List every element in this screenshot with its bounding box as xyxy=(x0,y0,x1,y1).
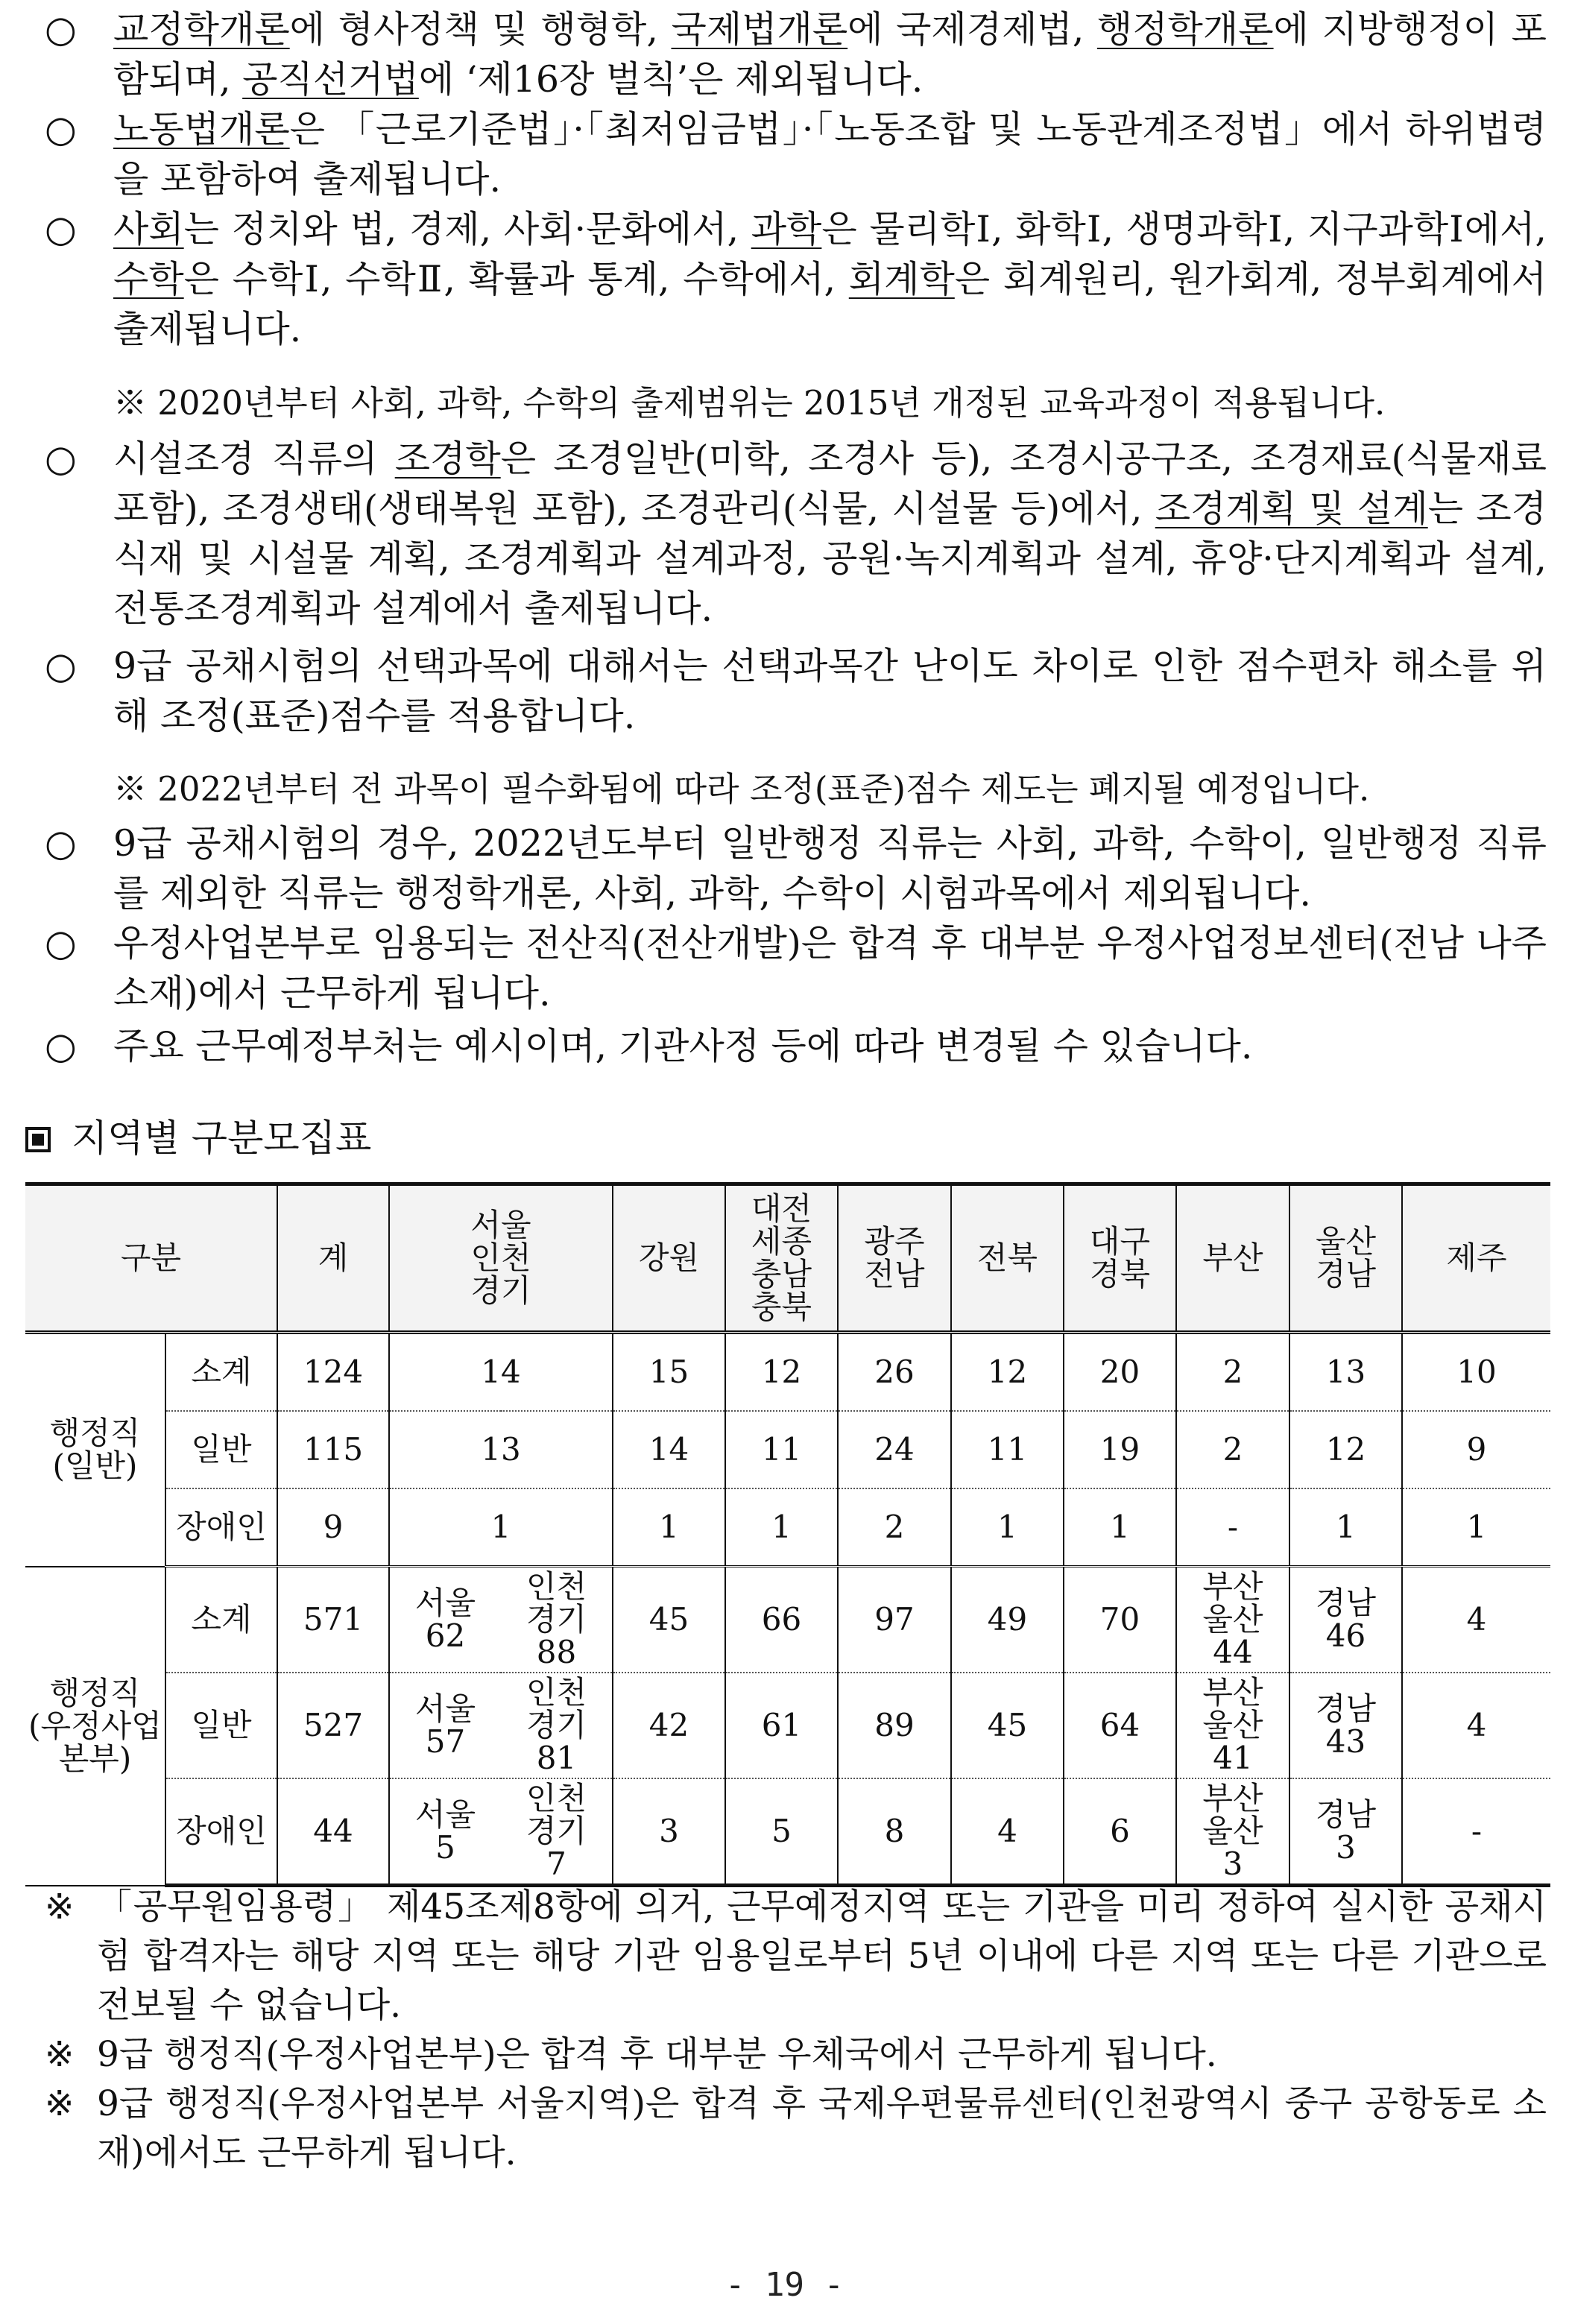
header-jeonbuk: 전북 xyxy=(951,1184,1064,1333)
cell-daejeon: 61 xyxy=(725,1673,838,1778)
cell-jeonbuk: 49 xyxy=(951,1567,1064,1673)
text-run: 은 「근로기준법」·「최저임금법」·「노동조합 및 노동관계조정법」에서 하위법령을 포함하여 출제됩니다. xyxy=(113,108,1547,200)
header-ulsan-gyeongnam: 울산 경남 xyxy=(1289,1184,1402,1333)
cell-daejeon: 12 xyxy=(725,1333,838,1412)
header-gangwon: 강원 xyxy=(613,1184,725,1333)
circle-bullet-icon: ○ xyxy=(45,822,77,865)
cell-gangwon: 15 xyxy=(613,1333,725,1412)
footnote-text: 9급 행정직(우정사업본부 서울지역)은 합격 후 국제우편물류센터(인천광역시 중구 공항동로 소재)에서도 근무하게 됩니다. xyxy=(97,2083,1547,2173)
header-seoul-incheon-gyeonggi: 서울 인천 경기 xyxy=(389,1184,613,1333)
cell-gangwon: 3 xyxy=(613,1778,725,1886)
cell-jeonbuk: 4 xyxy=(951,1778,1064,1886)
circle-bullet-icon: ○ xyxy=(45,645,77,687)
cell-gwangju: 89 xyxy=(838,1673,951,1778)
header-category: 구분 xyxy=(25,1184,277,1333)
regional-recruitment-table xyxy=(25,1182,1550,1887)
cell-total: 124 xyxy=(277,1333,389,1412)
footnote xyxy=(45,1883,1547,2030)
bullet-text xyxy=(113,104,1547,204)
table-row xyxy=(25,1567,1550,1673)
cell-gwangju: 97 xyxy=(838,1567,951,1673)
bullet-item xyxy=(45,4,1547,104)
subject-name: 조경계획 및 설계 xyxy=(1155,487,1428,530)
header-busan: 부산 xyxy=(1176,1184,1289,1333)
cell-total: 9 xyxy=(277,1488,389,1567)
text-run: 에 국제경제법, xyxy=(847,8,1097,51)
cell-incheon-gyeonggi: 인천 경기 81 xyxy=(501,1673,613,1778)
text-run: 은 수학Ⅰ, 수학Ⅱ, 확률과 통계, 수학에서, xyxy=(183,258,849,300)
cell-seoul: 13 xyxy=(389,1411,613,1488)
cell-seoul: 서울 5 xyxy=(389,1778,501,1886)
cell-seoul: 서울 62 xyxy=(389,1567,501,1673)
group-label-admin-general: 행정직 (일반) xyxy=(25,1333,165,1567)
cell-jeonbuk: 11 xyxy=(951,1411,1064,1488)
cell-ulsan: 경남 3 xyxy=(1289,1778,1402,1886)
subject-name: 국제법개론 xyxy=(671,8,848,51)
text-run: 주요 근무예정부처는 예시이며, 기관사정 등에 따라 변경될 수 있습니다. xyxy=(113,1025,1253,1067)
exam-note: ※ 2020년부터 사회, 과학, 수학의 출제범위는 2015년 개정된 교육과정이 적용됩니다. xyxy=(113,383,1386,423)
circle-bullet-icon: ○ xyxy=(45,108,77,151)
section-title-text: 지역별 구분모집표 xyxy=(72,1117,372,1160)
text-run: 에 지방행정이 포함되며, xyxy=(113,8,1547,101)
cell-daegu: 6 xyxy=(1064,1778,1176,1886)
table-row xyxy=(25,1488,1550,1567)
bullet-text xyxy=(113,818,1547,918)
section-heading xyxy=(25,1112,371,1164)
cell-gangwon: 42 xyxy=(613,1673,725,1778)
row-label: 일반 xyxy=(165,1673,277,1778)
text-run: 우정사업본부로 임용되는 전산직(전산개발)은 합격 후 대부분 우정사업정보센터(전남 나주 소재)에서 근무하게 됩니다. xyxy=(113,922,1547,1014)
text-run: 은 회계원리, 원가회계, 정부회계에서 출제됩니다. xyxy=(113,258,1547,350)
cell-total: 527 xyxy=(277,1673,389,1778)
cell-busan: 부산 울산 41 xyxy=(1176,1673,1289,1778)
cell-seoul: 서울 57 xyxy=(389,1673,501,1778)
table-header-row xyxy=(25,1184,1550,1333)
row-label: 장애인 xyxy=(165,1778,277,1886)
table-row xyxy=(25,1333,1550,1412)
row-label: 장애인 xyxy=(165,1488,277,1567)
cell-jeonbuk: 1 xyxy=(951,1488,1064,1567)
text-run: 에 형사정책 및 행형학, xyxy=(289,8,672,51)
cell-jeju: - xyxy=(1402,1778,1550,1886)
text-run: 는 정치와 법, 경제, 사회·문화에서, xyxy=(183,208,751,250)
subject-name: 회계학 xyxy=(848,258,955,300)
header-jeju: 제주 xyxy=(1402,1184,1550,1333)
cell-daejeon: 5 xyxy=(725,1778,838,1886)
reference-mark-icon: ※ xyxy=(45,2083,75,2124)
bullet-item xyxy=(45,1021,1547,1071)
bullet-text xyxy=(113,918,1547,1018)
subject-name: 조경학 xyxy=(394,438,501,480)
bullet-item xyxy=(45,204,1547,354)
cell-jeju: 10 xyxy=(1402,1333,1550,1412)
cell-busan: 부산 울산 44 xyxy=(1176,1567,1289,1673)
bullet-text xyxy=(113,434,1547,634)
table-row xyxy=(25,1673,1550,1778)
cell-incheon-gyeonggi: 인천 경기 88 xyxy=(501,1567,613,1673)
cell-busan: - xyxy=(1176,1488,1289,1567)
circle-bullet-icon: ○ xyxy=(45,8,77,51)
subject-name: 교정학개론 xyxy=(113,8,290,51)
cell-incheon-gyeonggi: 인천 경기 7 xyxy=(501,1778,613,1886)
cell-busan: 2 xyxy=(1176,1411,1289,1488)
circle-bullet-icon: ○ xyxy=(45,922,77,964)
page-number: - 19 - xyxy=(725,2266,844,2304)
cell-daegu: 64 xyxy=(1064,1673,1176,1778)
cell-seoul: 1 xyxy=(389,1488,613,1567)
reference-mark-icon: ※ xyxy=(45,1886,75,1927)
cell-busan: 부산 울산 3 xyxy=(1176,1778,1289,1886)
reference-mark-icon: ※ xyxy=(45,2034,75,2075)
text-run: 9급 공채시험의 선택과목에 대해서는 선택과목간 난이도 차이로 인한 점수편차 해소를 위해 조정(표준)점수를 적용합니다. xyxy=(113,645,1547,737)
subject-name: 사회 xyxy=(113,208,184,250)
circle-bullet-icon: ○ xyxy=(45,208,77,250)
footnote-text: 9급 행정직(우정사업본부)은 합격 후 대부분 우체국에서 근무하게 됩니다. xyxy=(97,2034,1217,2075)
cell-daegu: 70 xyxy=(1064,1567,1176,1673)
header-daegu-gyeongbuk: 대구 경북 xyxy=(1064,1184,1176,1333)
cell-jeonbuk: 45 xyxy=(951,1673,1064,1778)
subject-name: 행정학개론 xyxy=(1096,8,1274,51)
subject-name: 공직선거법 xyxy=(242,58,419,101)
cell-daejeon: 11 xyxy=(725,1411,838,1488)
cell-gangwon: 1 xyxy=(613,1488,725,1567)
cell-daegu: 19 xyxy=(1064,1411,1176,1488)
group-label-admin-postal: 행정직 (우정사업 본부) xyxy=(25,1567,165,1886)
cell-total: 571 xyxy=(277,1567,389,1673)
cell-gwangju: 2 xyxy=(838,1488,951,1567)
row-label: 소계 xyxy=(165,1333,277,1412)
cell-gangwon: 14 xyxy=(613,1411,725,1488)
cell-jeju: 4 xyxy=(1402,1673,1550,1778)
subject-name: 노동법개론 xyxy=(113,108,290,151)
bullet-item xyxy=(45,918,1547,1018)
text-run: 시설조경 직류의 xyxy=(113,438,395,480)
cell-total: 115 xyxy=(277,1411,389,1488)
bullet-text xyxy=(113,1021,1547,1071)
footnote xyxy=(45,2080,1547,2178)
header-total: 계 xyxy=(277,1184,389,1333)
table-row xyxy=(25,1411,1550,1488)
text-run: 은 조경일반(미학, 조경사 등), 조경시공구조, 조경재료(식물재료 포함), 조경생태(생태복원 포함), 조경관리(식물, 시설물 등)에서, xyxy=(113,438,1547,530)
cell-daejeon: 66 xyxy=(725,1567,838,1673)
cell-ulsan: 경남 43 xyxy=(1289,1673,1402,1778)
footnote xyxy=(45,2030,1547,2080)
cell-gwangju: 8 xyxy=(838,1778,951,1886)
exam-note: ※ 2022년부터 전 과목이 필수화됨에 따라 조정(표준)점수 제도는 폐지될 예정입니다. xyxy=(113,769,1370,809)
filled-square-icon xyxy=(25,1127,51,1152)
subject-name: 수학 xyxy=(113,258,184,300)
cell-jeju: 4 xyxy=(1402,1567,1550,1673)
cell-ulsan: 1 xyxy=(1289,1488,1402,1567)
row-label: 일반 xyxy=(165,1411,277,1488)
cell-ulsan: 경남 46 xyxy=(1289,1567,1402,1673)
cell-jeonbuk: 12 xyxy=(951,1333,1064,1412)
bullet-text xyxy=(113,204,1547,354)
header-gwangju-jeonnam: 광주 전남 xyxy=(838,1184,951,1333)
circle-bullet-icon: ○ xyxy=(45,1025,77,1067)
cell-total: 44 xyxy=(277,1778,389,1886)
cell-jeju: 9 xyxy=(1402,1411,1550,1488)
bullet-item xyxy=(45,818,1547,918)
table-row xyxy=(25,1778,1550,1886)
text-run: 은 물리학Ⅰ, 화학Ⅰ, 생명과학Ⅰ, 지구과학Ⅰ에서, xyxy=(821,208,1547,250)
cell-busan: 2 xyxy=(1176,1333,1289,1412)
row-label: 소계 xyxy=(165,1567,277,1673)
subject-name: 과학 xyxy=(751,208,822,250)
text-run: 는 조경식재 및 시설물 계획, 조경계획과 설계과정, 공원·녹지계획과 설계, 휴양·단지계획과 설계, 전통조경계획과 설계에서 출제됩니다. xyxy=(113,487,1547,630)
bullet-item xyxy=(45,434,1547,634)
cell-ulsan: 13 xyxy=(1289,1333,1402,1412)
footnote-text: 「공무원임용령」 제45조제8항에 의거, 근무예정지역 또는 기관을 미리 정하여 실시한 공채시험 합격자는 해당 지역 또는 해당 기관 임용일로부터 5년 이내에 다른 지역 또는 다른 기관으로 전보될 수 없습니다. xyxy=(97,1886,1547,2026)
header-daejeon-sejong-chungnam-chungbuk: 대전 세종 충남 충북 xyxy=(725,1184,838,1333)
cell-gangwon: 45 xyxy=(613,1567,725,1673)
bullet-text xyxy=(113,641,1547,741)
cell-ulsan: 12 xyxy=(1289,1411,1402,1488)
cell-gwangju: 26 xyxy=(838,1333,951,1412)
bullet-item xyxy=(45,641,1547,741)
cell-jeju: 1 xyxy=(1402,1488,1550,1567)
cell-daegu: 20 xyxy=(1064,1333,1176,1412)
cell-daegu: 1 xyxy=(1064,1488,1176,1567)
text-run: 에 ‘제16장 벌칙’은 제외됩니다. xyxy=(418,58,924,101)
bullet-text xyxy=(113,4,1547,104)
cell-gwangju: 24 xyxy=(838,1411,951,1488)
cell-daejeon: 1 xyxy=(725,1488,838,1567)
text-run: 9급 공채시험의 경우, 2022년도부터 일반행정 직류는 사회, 과학, 수학이, 일반행정 직류를 제외한 직류는 행정학개론, 사회, 과학, 수학이 시험과목에서 제외됩니다. xyxy=(113,822,1547,915)
cell-seoul: 14 xyxy=(389,1333,613,1412)
bullet-item xyxy=(45,104,1547,204)
circle-bullet-icon: ○ xyxy=(45,438,77,480)
